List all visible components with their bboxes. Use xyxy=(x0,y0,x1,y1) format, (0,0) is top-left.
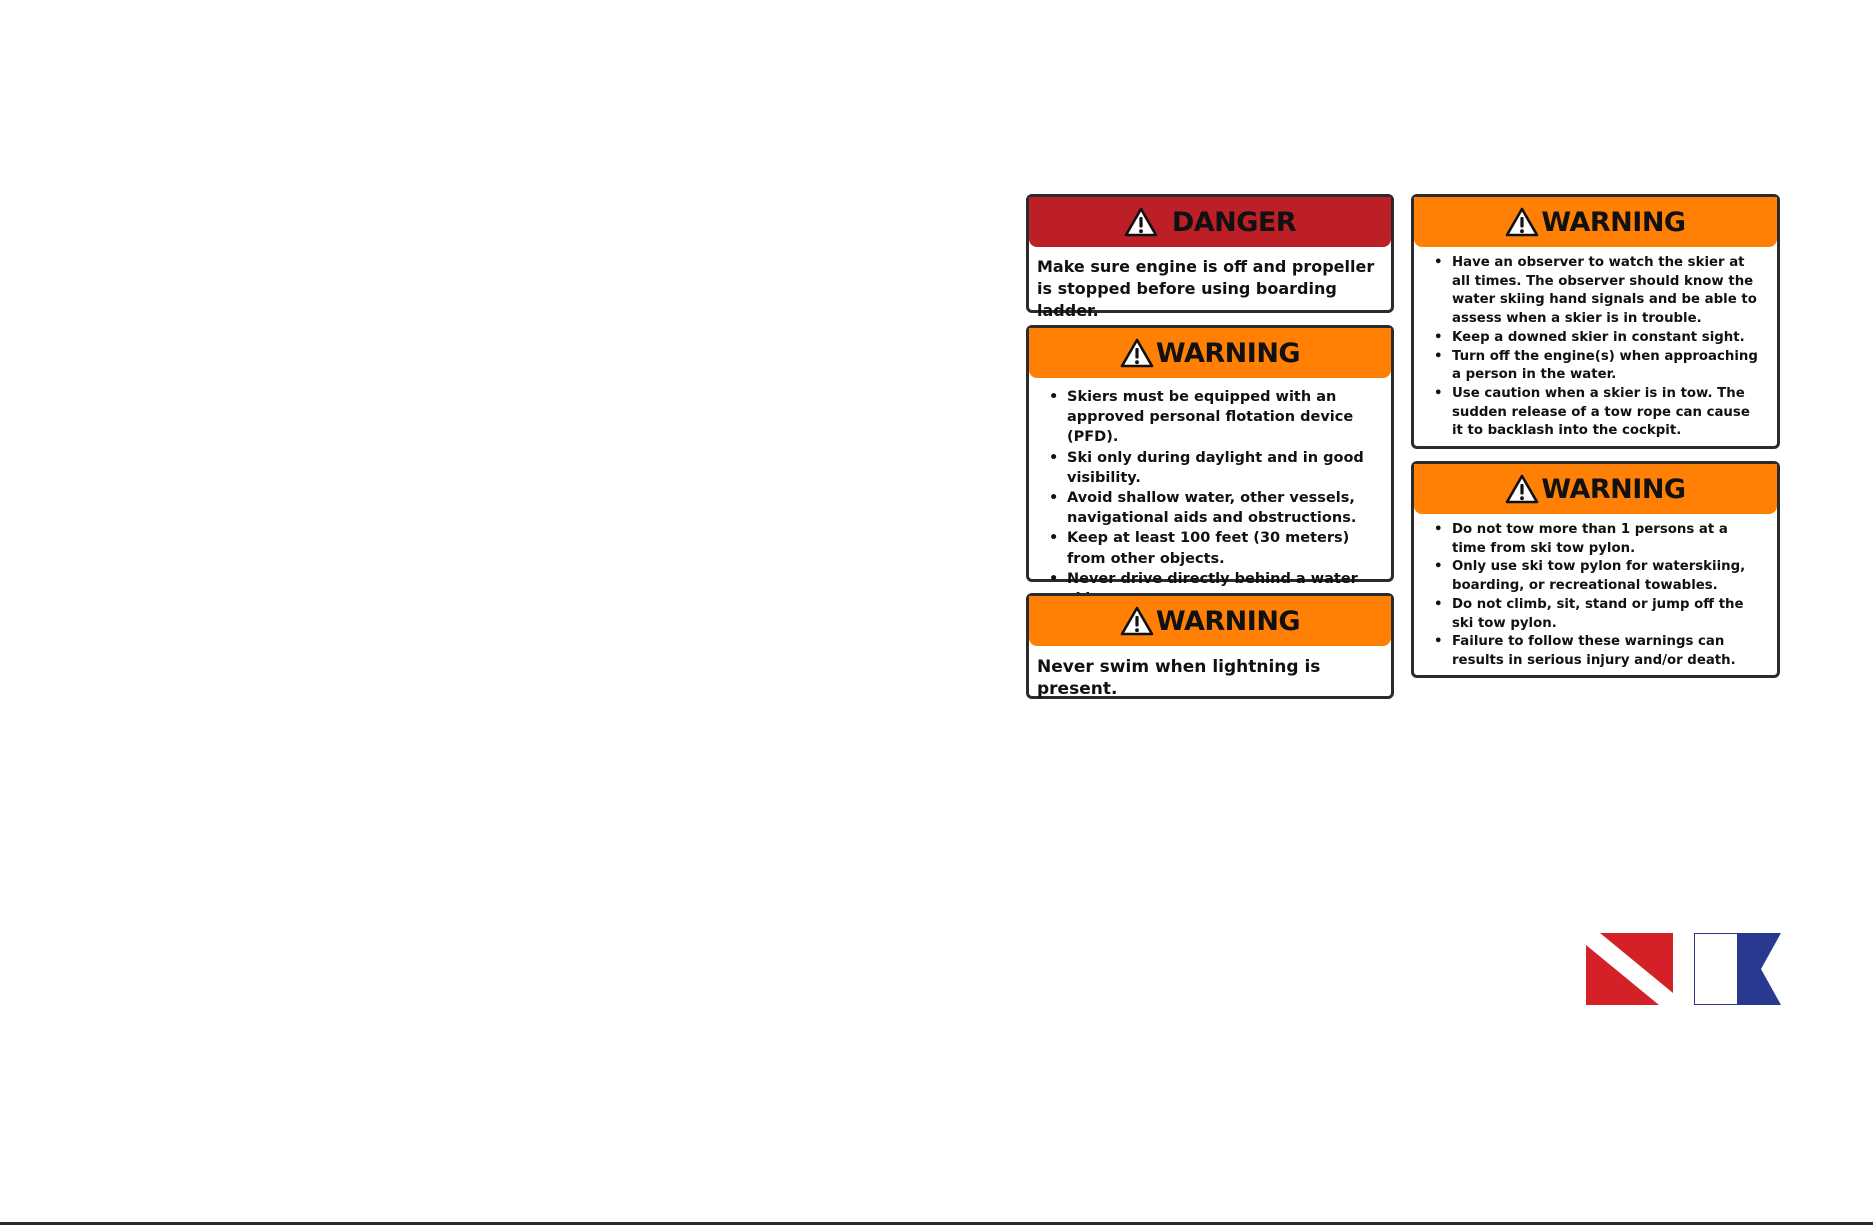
list-item: • Do not tow more than 1 persons at a time from ski tow pylon. xyxy=(1422,521,1765,558)
warning-triangle-icon xyxy=(1120,338,1154,368)
list-item: • Skiers must be equipped with an approved personal flotation device (PFD). xyxy=(1037,387,1383,448)
list-item: • Never drive directly behind a water xyxy=(1037,569,1383,609)
signal-word: DANGER xyxy=(1171,206,1297,238)
list-item: • Failure to follow these warnings can results in serious injury and/or death. xyxy=(1422,633,1765,670)
label-body xyxy=(1414,514,1777,671)
signal-word: WARNING xyxy=(1541,473,1686,505)
warning-list xyxy=(1422,254,1769,441)
label-body xyxy=(1029,378,1391,609)
list-item: • Only use ski tow pylon for waterskiing, boarding, or recreational towables. xyxy=(1422,558,1765,595)
warning-list xyxy=(1037,387,1383,609)
list-item: • Avoid shallow water, other vessels, navigational aids and obstructions. xyxy=(1037,488,1383,528)
danger-message: Make sure engine is off and propeller is stopped before using boarding ladder. xyxy=(1037,257,1375,320)
label-body xyxy=(1029,646,1391,700)
warning-header xyxy=(1414,464,1777,514)
warning-triangle-icon xyxy=(1505,207,1539,237)
alpha-flag-icon xyxy=(1694,933,1781,1005)
warning-label-pylon xyxy=(1411,461,1780,678)
warning-header xyxy=(1029,328,1391,378)
list-item: • Turn off the engine(s) when approaching a person in the water. xyxy=(1422,348,1765,385)
list-item: • Keep at least 100 feet (30 meters) from other objects. xyxy=(1037,528,1383,568)
list-item: • Ski only during daylight and in good visibility. xyxy=(1037,448,1383,488)
label-body xyxy=(1029,247,1391,322)
list-item: • Keep a downed skier in constant sight. xyxy=(1422,329,1765,348)
warning-message: Never swim when lightning is present. xyxy=(1037,657,1321,699)
warning-label-observer xyxy=(1411,194,1780,449)
list-item: • Do not climb, sit, stand or jump off the ski tow pylon. xyxy=(1422,596,1765,633)
list-item: • Have an observer to watch the skier at all times. The observer should know the water skiing hand signals and be able to assess when a skier is in trouble. xyxy=(1422,254,1765,329)
warning-label-skiers xyxy=(1026,325,1394,587)
danger-label-boarding-ladder xyxy=(1026,194,1394,320)
warning-header xyxy=(1414,197,1777,247)
signal-word: WARNING xyxy=(1155,605,1301,637)
signal-word: WARNING xyxy=(1541,206,1686,238)
warning-header xyxy=(1029,596,1391,646)
warning-list xyxy=(1422,521,1769,671)
warning-label-lightning xyxy=(1026,593,1394,699)
warning-triangle-icon xyxy=(1124,207,1158,237)
warning-triangle-icon xyxy=(1120,606,1154,636)
signal-word: WARNING xyxy=(1155,337,1301,369)
warning-triangle-icon xyxy=(1505,474,1539,504)
diver-down-flag-icon xyxy=(1586,933,1673,1005)
list-item: • Use caution when a skier is in tow. The sudden release of a tow rope can cause it to backlash into the cockpit. xyxy=(1422,385,1765,441)
label-body xyxy=(1414,247,1777,441)
danger-header xyxy=(1029,197,1391,247)
